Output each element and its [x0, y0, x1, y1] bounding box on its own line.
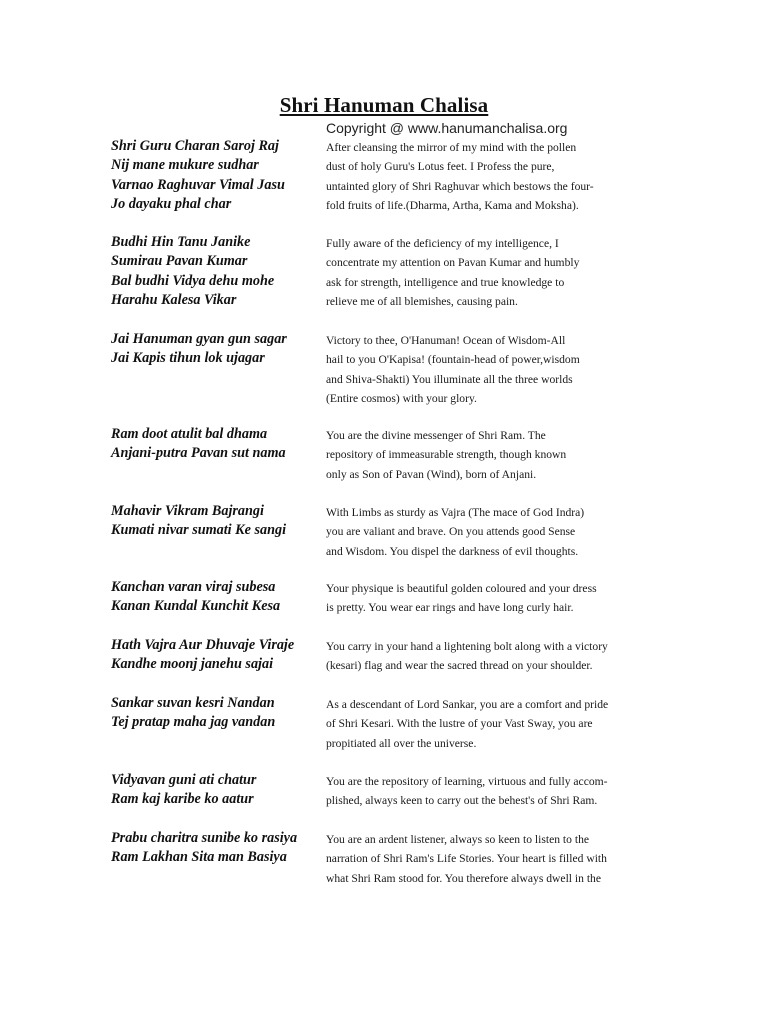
verse-transliteration: [111, 502, 321, 541]
transliteration-line: Bal budhi Vidya dehu mohe: [111, 272, 275, 289]
translation-line: You are the divine messenger of Shri Ram. The: [326, 429, 546, 442]
transliteration-line: Jo dayaku phal char: [111, 195, 232, 212]
translation-line: You are the repository of learning, virtuous and fully accom-: [326, 775, 608, 788]
verse-translation: [326, 830, 646, 888]
page-title: Shri Hanuman Chalisa: [279, 93, 489, 117]
translation-line: and Wisdom. You dispel the darkness of evil thoughts.: [326, 544, 579, 558]
transliteration-line: Kanan Kundal Kunchit Kesa: [111, 598, 281, 615]
transliteration-line: Varnao Raghuvar Vimal Jasu: [111, 176, 285, 193]
transliteration-line: Nij mane mukure sudhar: [111, 157, 259, 174]
translation-line: dust of holy Guru's Lotus feet. I Profess the pure,: [326, 160, 555, 174]
translation-line: only as Son of Pavan (Wind), born of Anjani.: [326, 467, 537, 481]
transliteration-line: Harahu Kalesa Vikar: [111, 291, 237, 308]
transliteration-line: Vidyavan guni ati chatur: [111, 772, 257, 788]
transliteration-line: Kumati nivar sumati Ke sangi: [111, 522, 287, 539]
translation-line: is pretty. You wear ear rings and have long curly hair.: [326, 601, 574, 615]
verse-translation: [326, 637, 646, 676]
transliteration-line: Sankar suvan kesri Nandan: [111, 695, 275, 711]
translation-line: ask for strength, intelligence and true knowledge to: [326, 275, 565, 289]
transliteration-line: Kanchan varan viraj subesa: [111, 579, 276, 595]
translation-line: As a descendant of Lord Sankar, you are a comfort and pride: [326, 698, 609, 711]
translation-line: you are valiant and brave. On you attends good Sense: [326, 525, 576, 539]
verse-translation: [326, 331, 646, 408]
translation-line: repository of immeasurable strength, though known: [326, 448, 567, 462]
verse-transliteration: [111, 233, 321, 310]
verse-translation: [326, 695, 646, 753]
transliteration-line: Jai Kapis tihun lok ujagar: [111, 350, 265, 367]
verse-translation: [326, 772, 646, 811]
verse-transliteration: [111, 578, 321, 617]
verse-transliteration: [111, 330, 321, 369]
translation-line: relieve me of all blemishes, causing pain.: [326, 294, 518, 308]
transliteration-line: Kandhe moonj janehu sajai: [111, 656, 274, 673]
copyright-text: Copyright @ www.hanumanchalisa.org: [326, 120, 568, 136]
transliteration-line: Jai Hanuman gyan gun sagar: [111, 331, 287, 347]
translation-line: and Shiva-Shakti) You illuminate all the three worlds: [326, 372, 573, 386]
translation-line: You are an ardent listener, always so keen to listen to the: [326, 833, 590, 846]
translation-line: propitiated all over the universe.: [326, 736, 477, 750]
verse-transliteration: [111, 636, 321, 675]
verse-transliteration: [111, 425, 321, 464]
translation-line: Fully aware of the deficiency of my intelligence, I: [326, 237, 559, 250]
translation-line: fold fruits of life.(Dharma, Artha, Kama and Moksha).: [326, 198, 579, 212]
transliteration-line: Mahavir Vikram Bajrangi: [111, 503, 264, 519]
translation-line: Victory to thee, O'Hanuman! Ocean of Wisdom-All: [326, 334, 566, 347]
translation-line: what Shri Ram stood for. You therefore always dwell in the: [326, 871, 601, 885]
verse-translation: [326, 138, 646, 215]
translation-line: (kesari) flag and wear the sacred thread on your shoulder.: [326, 659, 593, 673]
transliteration-line: Prabu charitra sunibe ko rasiya: [111, 830, 298, 846]
verse-transliteration: [111, 829, 321, 868]
verse-translation: [326, 426, 646, 484]
translation-line: narration of Shri Ram's Life Stories. Your heart is filled with: [326, 852, 607, 866]
transliteration-line: Ram doot atulit bal dhama: [111, 426, 268, 442]
translation-line: hail to you O'Kapisa! (fountain-head of power,wisdom: [326, 353, 580, 367]
transliteration-line: Tej pratap maha jag vandan: [111, 714, 276, 731]
translation-line: After cleansing the mirror of my mind with the pollen: [326, 141, 577, 154]
verse-translation: [326, 503, 646, 561]
verse-transliteration: [111, 694, 321, 733]
translation-line: Your physique is beautiful golden coloured and your dress: [326, 582, 597, 595]
verse-transliteration: [111, 771, 321, 810]
transliteration-line: Anjani-putra Pavan sut nama: [111, 445, 286, 462]
transliteration-line: Shri Guru Charan Saroj Raj: [111, 138, 279, 154]
verse-translation: [326, 234, 646, 311]
translation-line: untainted glory of Shri Raghuvar which bestows the four-: [326, 179, 594, 193]
translation-line: plished, always keen to carry out the behest's of Shri Ram.: [326, 794, 598, 808]
translation-line: of Shri Kesari. With the lustre of your Vast Sway, you are: [326, 717, 593, 731]
translation-line: You carry in your hand a lightening bolt along with a victory: [326, 640, 608, 653]
verse-translation: [326, 579, 646, 618]
transliteration-line: Sumirau Pavan Kumar: [111, 253, 248, 270]
transliteration-line: Ram Lakhan Sita man Basiya: [111, 849, 287, 866]
translation-line: (Entire cosmos) with your glory.: [326, 391, 477, 405]
verse-transliteration: [111, 137, 321, 214]
transliteration-line: Budhi Hin Tanu Janike: [111, 234, 251, 250]
translation-line: With Limbs as sturdy as Vajra (The mace of God Indra): [326, 506, 585, 519]
transliteration-line: Ram kaj karibe ko aatur: [111, 791, 254, 808]
translation-line: concentrate my attention on Pavan Kumar and humbly: [326, 256, 580, 270]
transliteration-line: Hath Vajra Aur Dhuvaje Viraje: [111, 637, 295, 653]
